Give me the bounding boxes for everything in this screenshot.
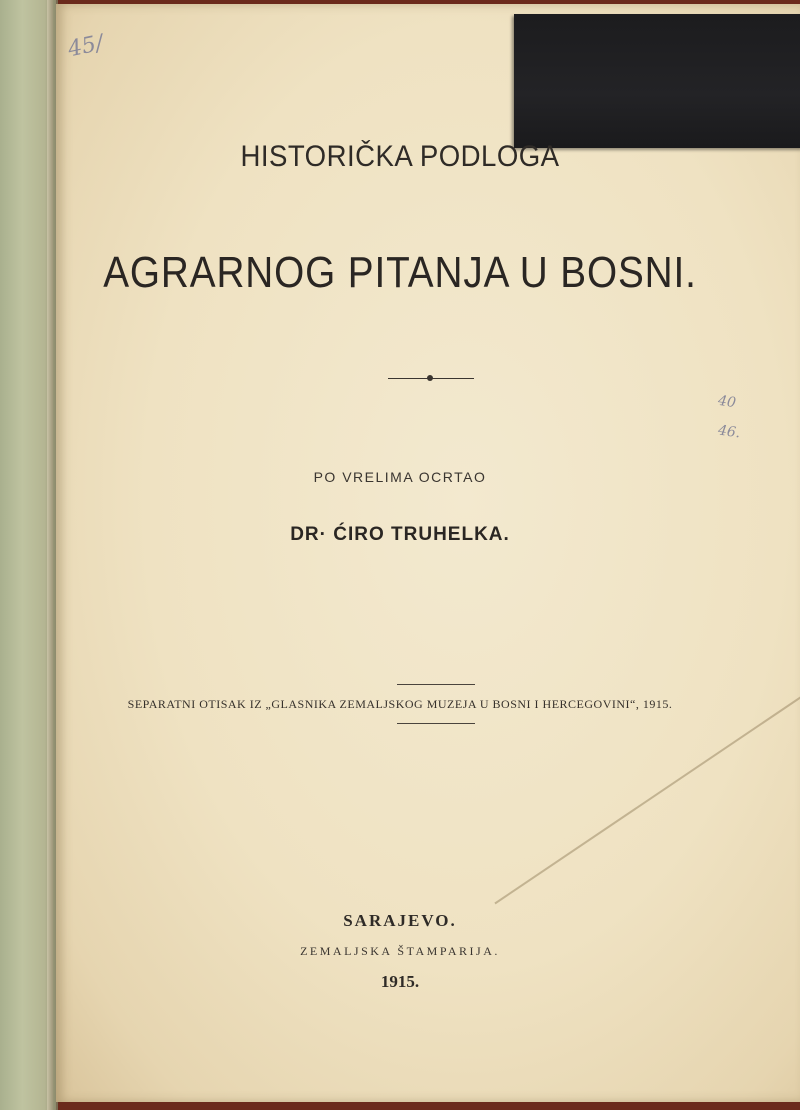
- title-line-1: HISTORIČKA PODLOGA: [240, 140, 560, 173]
- handwritten-mark-right-2: 46.: [716, 422, 742, 442]
- separate-print-note: SEPARATNI OTISAK IZ „GLASNIKA ZEMALJSKOG MUZEJA U BOSNI I HERCEGOVINI“, 1915.: [127, 697, 673, 711]
- imprint-printer: ZEMALJSKA ŠTAMPARIJA.: [300, 944, 500, 958]
- imprint-year: 1915.: [380, 972, 420, 991]
- title-line-2: AGRARNOG PITANJA U BOSNI.: [103, 248, 697, 297]
- author-name: ĆIRO TRUHELKA.: [333, 524, 510, 545]
- handwritten-mark-right-1: 40: [716, 392, 737, 412]
- handwritten-mark-top-left: 45/: [65, 30, 106, 63]
- imprint-city: SARAJEVO.: [343, 911, 457, 930]
- rule-below-separate: [397, 723, 475, 724]
- divider-dot: [427, 375, 433, 381]
- author: [0, 524, 800, 546]
- library-label-sticker: [514, 14, 800, 148]
- byline: PO VRELIMA OCRTAO: [313, 469, 487, 485]
- author-prefix: DR·: [290, 524, 327, 545]
- rule-above-separate: [397, 684, 475, 685]
